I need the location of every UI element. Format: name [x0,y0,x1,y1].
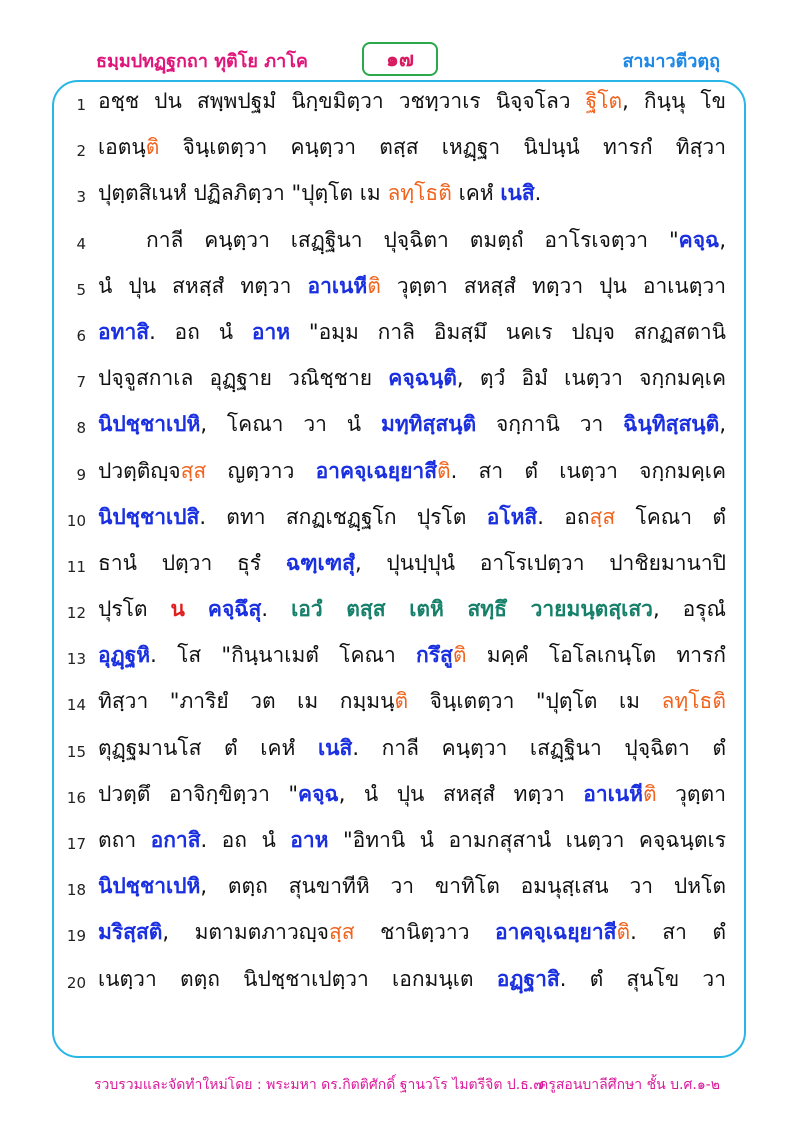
line-text [98,225,726,255]
line-number: 4 [76,234,86,253]
line-text [98,502,726,532]
text-line [52,817,746,863]
text-line [52,632,746,678]
text-segment: , นํ ปุน สหสฺสํ ทตฺวา [338,781,584,806]
line-text [98,871,726,901]
line-text [98,964,726,994]
text-segment: . กาลี คนฺตฺวา เสฏฺฐินา ปุจฺฉิตา ตํ [352,735,726,760]
text-segment: เนตฺวา ตตฺถ นิปชฺชาเปตฺวา เอกมนฺเต [98,966,497,991]
line-number: 12 [66,604,86,623]
line-text [98,594,726,624]
page-number: ๑๗ [362,42,438,76]
text-segment: ปวตฺตึ อาจิกฺขิตฺวา " [98,781,299,806]
text-segment: ทิสฺวา "ภาริยํ วต เม กมฺมนฺ [98,689,395,714]
text-segment: อชฺช ปน สพฺพปฐมํ นิกฺขมิตฺวา วชทฺวาเร นิจฺจโลว [98,89,586,113]
line-number: 2 [76,142,86,161]
text-segment: จินฺเตตฺวา "ปุตฺโต เม [408,689,662,714]
text-line [52,78,746,124]
text-segment: , อรุณํ [652,597,726,622]
text-segment: เอตนฺ [98,135,146,160]
line-text [98,132,726,162]
text-line [52,678,746,724]
highlighted-word: ฐิโต [585,89,623,113]
highlighted-word: ติ [616,920,631,945]
highlighted-word: มทฺทิสฺสนฺติ [380,412,477,437]
highlighted-word: เนสิ [500,181,535,206]
text-segment: , ตฺวํ อิมํ เนตฺวา จกฺกมคฺเค [456,366,726,391]
text-segment: จกฺกานิ วา [476,412,624,437]
highlighted-word: คจฺฉ [678,227,720,252]
line-number: 16 [66,788,86,807]
text-line [52,263,746,309]
highlighted-word: ฉฑฺเฑสุํ [285,550,355,575]
line-number: 11 [66,557,86,576]
line-text [98,86,726,116]
highlighted-word: คจฺฉ [298,781,339,806]
text-segment: . อถ [537,504,590,529]
highlighted-word: ติ [145,135,160,160]
line-text [98,640,726,670]
text-line [52,956,746,1002]
text-segment [185,597,208,621]
text-segment: . ตํ สุนโข วา [559,966,727,991]
text-segment: วุตฺตา สหสฺสํ ทตฺวา ปุน อาเนตฺวา [380,273,726,298]
text-segment: . อถ นํ [149,319,252,344]
highlighted-word: ติ [643,781,657,806]
text-segment: . [534,181,542,206]
line-number: 13 [66,650,86,669]
highlighted-word: อาห [290,828,329,852]
text-segment: วุตฺตา [656,781,726,806]
highlighted-word: มริสฺสติ [98,920,163,945]
text-segment: ปจฺจูสกาเล อุฏฺฐาย วณิชฺชาย [98,366,389,391]
line-text [98,271,726,301]
text-line [52,217,746,263]
line-text [98,548,726,578]
line-number: 20 [66,973,86,992]
text-segment: ปุรโต [98,597,171,622]
text-segment: . อถ นํ [200,828,291,852]
book-title: ธมฺมปทฏฺฐกถา ทุติโย ภาโค [96,51,308,72]
line-number: 3 [76,188,86,207]
highlighted-word: อฏฺฐาสิ [496,966,560,991]
line-number: 5 [76,280,86,299]
text-line [52,771,746,817]
line-number: 6 [76,326,86,345]
line-number: 7 [76,373,86,392]
highlighted-word: สฺส [589,504,616,529]
highlighted-word: สฺส [180,458,207,483]
highlighted-word: นิปชฺชาเปหิ [98,874,201,899]
highlighted-word: อาคจฺเฉยฺยาสี [315,458,438,483]
highlighted-word: นิปชฺชาเปหิ [98,412,201,437]
text-segment: . โส "กินฺนาเมตํ โคณา [150,643,417,668]
text-segment: ญตฺวาว [206,458,316,483]
line-text [98,317,726,347]
highlighted-word: เอวํ ตสฺส เตหิ สทฺธึ วายมนฺตสฺเสว [291,597,653,622]
line-number: 14 [66,696,86,715]
line-number: 10 [66,511,86,530]
text-body [52,78,746,1002]
highlighted-word: อกาสิ [150,828,201,852]
highlighted-word: อาเนหี [307,273,368,298]
highlighted-word: ติ [452,643,467,668]
highlighted-word: อาห [251,319,291,344]
text-segment: . [261,597,292,622]
page-header [0,42,800,78]
text-segment: , กินฺนุ โข [622,89,726,113]
text-segment: ชานิตฺวาว [354,920,495,945]
line-text [98,456,726,486]
line-number: 18 [66,881,86,900]
highlighted-word: เนสิ [318,735,353,760]
text-segment: ปวตฺติญฺจ [98,458,181,483]
text-line [52,355,746,401]
line-number: 19 [66,927,86,946]
text-line [52,909,746,955]
text-segment: กาลี คนฺตฺวา เสฏฺฐินา ปุจฺฉิตา ตมตฺถํ อาโรเจตฺวา " [146,227,679,252]
text-segment: , [719,227,726,252]
text-line [52,309,746,355]
text-line [52,863,746,909]
line-text [98,917,726,947]
highlighted-word: อทาสิ [98,319,150,344]
text-segment: . ตทา สกฏเชฏฺฐโก ปุรโต [199,504,487,529]
text-segment: มคฺคํ โอโลเกนฺโต ทารกํ [466,643,726,668]
highlighted-word: กรึสู [416,643,453,668]
highlighted-word: น [170,597,185,622]
text-segment: ธานํ ปตฺวา ธุรํ [98,550,286,575]
highlighted-word: ติ [367,273,381,298]
line-text [98,825,726,855]
text-segment: นํ ปุน สหสฺสํ ทตฺวา [98,273,308,298]
text-segment: "อมฺม กาลิ อิมสฺมึ นคเร ปญฺจ สกฏสตานิ [290,319,727,344]
text-segment: , ตตฺถ สุนขาทีหิ วา ขาทิโต อมนุสฺเสน วา ปหโต [200,874,726,899]
highlighted-word: อาคจฺเฉยฺยาสี [494,920,617,945]
highlighted-word: คจฺฉึสุ [207,597,262,622]
text-line [52,448,746,494]
text-line [52,124,746,170]
line-text [98,733,726,763]
text-segment: , ปุนปฺปุนํ อาโรเปตฺวา ปาชิยมานาปิ [354,550,727,575]
highlighted-word: ติ [394,689,409,714]
text-line [52,401,746,447]
highlighted-word: ติ [437,458,451,483]
line-number: 8 [76,419,86,438]
footer-credit: รวบรวมและจัดทำใหม่โดย : พระมหา ดร.กิตติศักดิ์ ฐานวโร ไมตรีจิต ป.ธ.๗ [94,1077,544,1093]
text-segment: ปุตฺตสิเนหํ ปฏิลภิตฺวา "ปุตฺโต เม [98,181,388,206]
highlighted-word: ลทฺโธติ [387,181,452,206]
line-number: 1 [76,96,86,114]
line-text [98,363,726,393]
line-text [98,779,726,809]
text-segment: "อิทานิ นํ อามกสุสานํ เนตฺวา คจฺฉนฺตเร [328,828,726,852]
text-segment: . สา ตํ [630,920,726,945]
line-number: 17 [66,835,86,853]
highlighted-word: คจฺฉนฺติ [388,366,457,391]
text-segment: ตุฏฺฐมานโส ตํ เคหํ [98,735,318,760]
highlighted-word: ฉินฺทิสฺสนฺติ [623,412,720,437]
highlighted-word: นิปชฺชาเปสิ [98,504,200,529]
text-line [52,170,746,216]
highlighted-word: สฺส [328,920,355,945]
highlighted-word: อโหสิ [486,504,538,529]
text-segment: , [719,412,726,437]
text-line [52,586,746,632]
text-segment: , โคณา วา นํ [200,412,381,437]
line-number: 9 [76,465,86,484]
text-line [52,540,746,586]
text-segment: . สา ตํ เนตฺวา จกฺกมคฺเค [450,458,726,483]
text-segment: เคหํ [451,181,501,206]
chapter-title: สามาวตีวตฺถุ [622,51,720,72]
text-segment: , มตามตภาวญฺจ [162,920,329,945]
text-segment: จินฺเตตฺวา คนฺตฺวา ตสฺส เหฏฺฐา นิปนฺนํ ทารกํ ทิสฺวา [159,135,726,160]
highlighted-word: อุฏฺฐหิ [98,643,151,668]
text-line [52,725,746,771]
line-text [98,409,726,439]
highlighted-word: ลทฺโธติ [661,689,726,714]
line-number: 15 [66,742,86,761]
text-segment: ตถา [98,828,151,852]
line-text [98,686,726,716]
footer-course: ครูสอนบาลีศึกษา ชั้น บ.ศ.๑-๒ [538,1077,720,1093]
text-line [52,494,746,540]
highlighted-word: อาเนหี [583,781,643,806]
line-text [98,178,726,208]
text-segment: โคณา ตํ [615,504,727,529]
